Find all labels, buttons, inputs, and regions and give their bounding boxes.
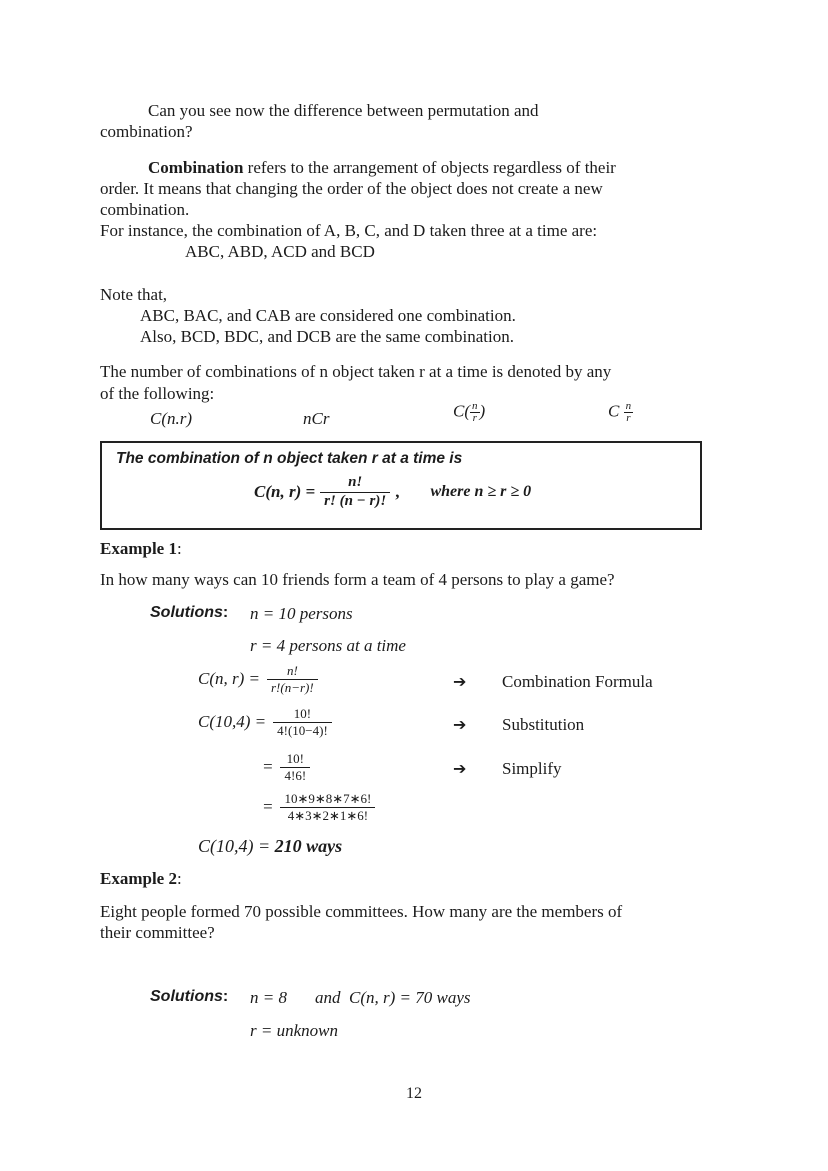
example1-heading-text: Example 1	[100, 539, 177, 558]
step2-lhs: C(10,4) =	[198, 712, 267, 732]
definition-line-3: combination.	[100, 200, 190, 219]
step3-lhs: =	[262, 757, 274, 777]
solutions-colon: :	[222, 604, 229, 621]
example1-result	[198, 836, 342, 857]
fraction	[280, 752, 310, 782]
fraction-numerator: 10!	[273, 707, 332, 723]
arrow-icon: ➔	[453, 672, 467, 691]
notation-stacked	[608, 401, 633, 424]
example1-heading	[100, 539, 182, 559]
fraction-denominator: r	[472, 412, 477, 424]
example2-solutions-label	[150, 988, 228, 1007]
notation4-prefix: C	[608, 401, 620, 421]
combination-formula	[254, 475, 531, 510]
example2-given-r: r = unknown	[250, 1021, 338, 1040]
example2-given-n: n = 8	[250, 988, 287, 1007]
step3-equation	[262, 752, 310, 782]
notation-cnr-dot: C(n.r)	[150, 409, 193, 428]
step1-note: Combination Formula	[502, 672, 653, 691]
example1-given-n: n = 10 persons	[250, 604, 353, 623]
fraction	[273, 707, 332, 737]
step2-equation	[198, 707, 332, 737]
formula-box-title: The combination of n object taken r at a time is	[116, 450, 463, 467]
denote-line-2: of the following:	[100, 384, 215, 403]
fraction-denominator: 4∗3∗2∗1∗6!	[287, 807, 369, 823]
example2-heading	[100, 869, 182, 889]
fraction-numerator: n	[472, 400, 478, 412]
step1-lhs: C(n, r) =	[198, 669, 260, 689]
fraction	[470, 401, 480, 424]
instance-list: ABC, ABD, ACD and BCD	[185, 242, 375, 261]
for-instance-line: For instance, the combination of A, B, C, and D taken three at a time are:	[100, 221, 598, 240]
step2-note: Substitution	[502, 715, 585, 734]
notation3-prefix: C(	[453, 401, 470, 421]
fraction-denominator: r! (n − r)!	[324, 492, 387, 509]
arrow-icon: ➔	[453, 715, 467, 734]
note-line-2: Also, BCD, BDC, and DCB are the same combination.	[140, 327, 514, 346]
example2-given-and: and	[315, 988, 341, 1007]
formula-box	[100, 441, 702, 530]
notation3-suffix: )	[479, 401, 486, 421]
fraction-numerator: n!	[267, 664, 318, 680]
intro-line-2: combination?	[100, 122, 193, 141]
fraction-denominator: 4!6!	[284, 767, 307, 783]
definition-line-2: order. It means that changing the order of the object does not create a new	[100, 179, 603, 198]
step4-equation	[262, 792, 375, 822]
note-heading: Note that,	[100, 285, 168, 304]
example1-question: In how many ways can 10 friends form a team of 4 persons to play a game?	[100, 570, 615, 589]
page-number: 12	[406, 1085, 422, 1102]
intro-line-1: Can you see now the difference between permutation and	[148, 101, 539, 120]
fraction-numerator: n!	[320, 475, 390, 493]
fraction-numerator: 10∗9∗8∗7∗6!	[280, 792, 375, 808]
fraction-numerator: 10!	[280, 752, 310, 768]
result-value: 210 ways	[274, 836, 343, 856]
combination-term: Combination	[148, 158, 244, 177]
denote-line-1: The number of combinations of n object taken r at a time is denoted by any	[100, 362, 612, 381]
step4-lhs: =	[262, 797, 274, 817]
definition-rest: refers to the arrangement of objects regardless of their	[243, 158, 616, 177]
fraction	[624, 401, 634, 424]
notation-ncr: nCr	[303, 409, 330, 428]
fraction-denominator: r	[626, 412, 631, 424]
fraction-denominator: 4!(10−4)!	[277, 722, 328, 738]
formula-condition: where n ≥ r ≥ 0	[430, 483, 532, 501]
fraction	[280, 792, 375, 822]
example1-heading-colon: :	[176, 539, 182, 558]
notation-binomial-paren	[453, 401, 485, 424]
arrow-icon: ➔	[453, 759, 467, 778]
solutions-colon: :	[222, 988, 229, 1005]
example2-question-line2: their committee?	[100, 923, 215, 942]
note-line-1: ABC, BAC, and CAB are considered one combination.	[140, 306, 516, 325]
example1-solutions-label	[150, 604, 228, 623]
formula-comma: ,	[395, 482, 400, 502]
formula-lhs: C(n, r) =	[254, 482, 316, 502]
step1-equation	[198, 664, 318, 694]
example2-heading-colon: :	[176, 869, 182, 888]
fraction-numerator: n	[625, 400, 632, 412]
example2-given-c: C(n, r) = 70 ways	[349, 988, 471, 1007]
example1-given-r: r = 4 persons at a time	[250, 636, 406, 655]
result-lhs: C(10,4) =	[198, 836, 275, 856]
fraction-denominator: r!(n−r)!	[271, 679, 314, 695]
solutions-word: Solutions	[150, 604, 223, 621]
solutions-word: Solutions	[150, 988, 223, 1005]
fraction	[267, 664, 318, 694]
fraction	[320, 475, 390, 510]
step3-note: Simplify	[502, 759, 562, 778]
example2-question-line1: Eight people formed 70 possible committees. How many are the members of	[100, 902, 623, 921]
definition-line-1	[148, 158, 616, 178]
example2-heading-text: Example 2	[100, 869, 177, 888]
